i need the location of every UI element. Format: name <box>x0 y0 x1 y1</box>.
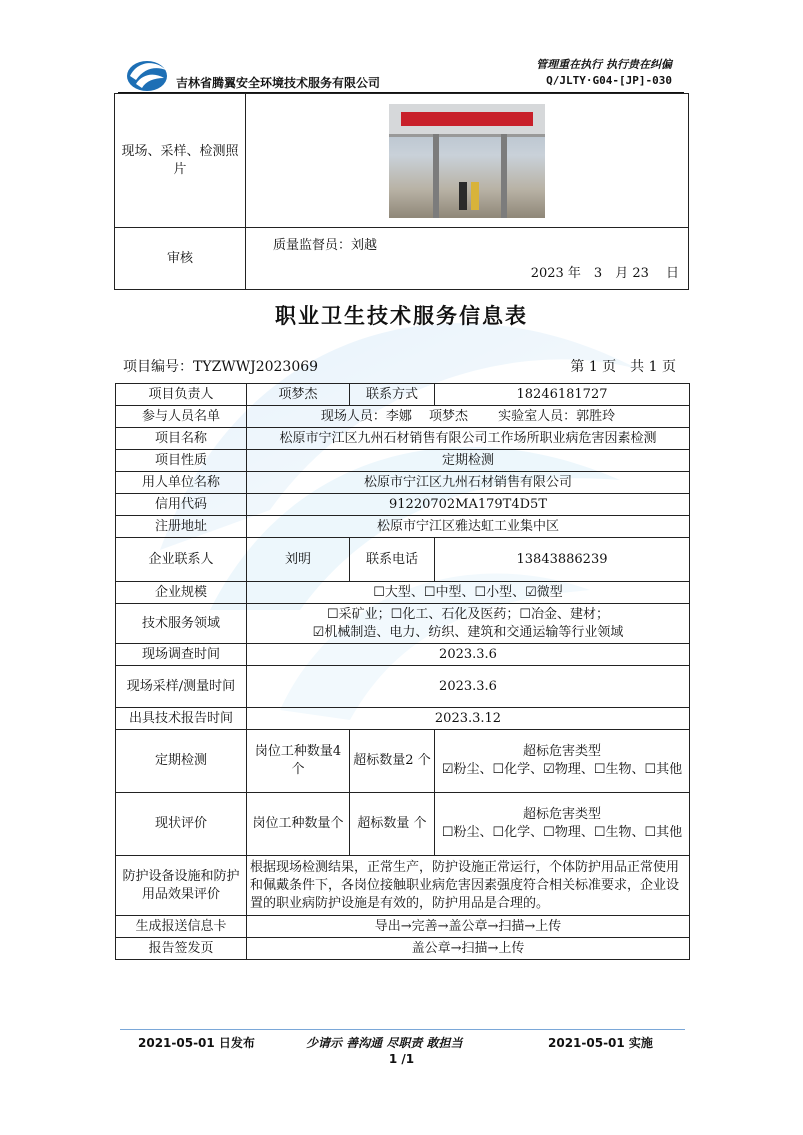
project-number: 项目编号：TYZWWJ2023069 <box>123 359 319 375</box>
status-label: 现状评价 <box>116 793 247 856</box>
nature-value: 定期检测 <box>247 450 690 472</box>
report-time-value: 2023.3.12 <box>247 708 690 730</box>
periodic-exceed: 超标数量2 个 <box>350 730 435 793</box>
status-types: ☐粉尘、☐化学、☐物理、☐生物、☐其他 <box>441 825 683 840</box>
info-table <box>115 383 690 960</box>
supervisor: 质量监督员：刘越 <box>273 237 378 253</box>
slogan: 管理重在执行 执行贵在纠偏 <box>536 58 672 71</box>
review-cell <box>246 228 689 290</box>
enterprise-contact-label: 企业联系人 <box>116 538 247 582</box>
enterprise-phone-label: 联系电话 <box>350 538 435 582</box>
footer-page: 1 /1 <box>388 1052 415 1066</box>
periodic-types-title: 超标危害类型 <box>522 744 601 759</box>
photo-label: 现场、采样、检测照片 <box>115 94 246 228</box>
address-value: 松原市宁江区雅达虹工业集中区 <box>247 516 690 538</box>
footer-motto: 少请示 善沟通 尽职责 敢担当 <box>306 1036 463 1050</box>
address-label: 注册地址 <box>116 516 247 538</box>
page-title: 职业卫生技术服务信息表 <box>275 304 528 328</box>
sampling-time-value: 2023.3.6 <box>247 666 690 708</box>
company-logo <box>124 54 170 94</box>
protect-text: 根据现场检测结果，正常生产，防护设施正常运行，个体防护用品正常使用和佩戴条件下，各岗位接触职业病危害因素强度符合相关标准要求，企业设置的职业病防护设施是有效的，防护用品是合理的。 <box>247 856 690 916</box>
page-info: 第 1 页 共 1 页 <box>570 359 676 375</box>
credit-label: 信用代码 <box>116 494 247 516</box>
periodic-posts: 岗位工种数量4 个 <box>247 730 350 793</box>
field-label: 技术服务领域 <box>116 604 247 644</box>
site-photo <box>389 104 545 218</box>
nature-label: 项目性质 <box>116 450 247 472</box>
report-time-label: 出具技术报告时间 <box>116 708 247 730</box>
company-name: 吉林省腾翼安全环境技术服务有限公司 <box>176 76 381 90</box>
enterprise-phone-value: 13843886239 <box>435 538 690 582</box>
scale-label: 企业规模 <box>116 582 247 604</box>
photo-review-table <box>114 93 689 290</box>
photo-cell <box>246 94 689 228</box>
sampling-time-label: 现场采样/测量时间 <box>116 666 247 708</box>
sign-label: 报告签发页 <box>116 938 247 960</box>
leader-value: 项梦杰 <box>247 384 350 406</box>
scale-value: ☐大型、☐中型、☐小型、☑微型 <box>247 582 690 604</box>
members-label: 参与人员名单 <box>116 406 247 428</box>
periodic-types: ☑粉尘、☐化学、☑物理、☐生物、☐其他 <box>441 762 683 777</box>
document-code: Q/JLTY·G04-[JP]-030 <box>546 74 672 87</box>
footer-divider <box>120 1029 685 1030</box>
review-label: 审核 <box>115 228 246 290</box>
periodic-types-cell <box>435 730 690 793</box>
project-name-value: 松原市宁江区九州石材销售有限公司工作场所职业病危害因素检测 <box>247 428 690 450</box>
card-label: 生成报送信息卡 <box>116 916 247 938</box>
project-name-label: 项目名称 <box>116 428 247 450</box>
credit-value: 91220702MA179T4D5T <box>247 494 690 516</box>
members-value: 现场人员：李娜 项梦杰 实验室人员：郭胜玲 <box>247 406 690 428</box>
footer-effective: 2021-05-01 实施 <box>548 1036 653 1050</box>
survey-time-label: 现场调查时间 <box>116 644 247 666</box>
employer-value: 松原市宁江区九州石材销售有限公司 <box>247 472 690 494</box>
status-exceed: 超标数量 个 <box>350 793 435 856</box>
enterprise-contact-value: 刘明 <box>247 538 350 582</box>
review-date: 2023 年 3 月 23 日 <box>530 265 679 281</box>
field-value <box>247 604 690 644</box>
field-line-2: ☑机械制造、电力、纺织、建筑和交通运输等行业领域 <box>312 624 624 640</box>
status-types-cell <box>435 793 690 856</box>
leader-label: 项目负责人 <box>116 384 247 406</box>
field-line-1: ☐采矿业；☐化工、石化及医药；☐冶金、建材； <box>327 606 609 622</box>
status-types-title: 超标危害类型 <box>522 807 601 822</box>
employer-label: 用人单位名称 <box>116 472 247 494</box>
footer-issued: 2021-05-01 日发布 <box>138 1036 255 1050</box>
card-flow: 导出→完善→盖公章→扫描→上传 <box>247 916 690 938</box>
survey-time-value: 2023.3.6 <box>247 644 690 666</box>
periodic-label: 定期检测 <box>116 730 247 793</box>
contact-method-label: 联系方式 <box>350 384 435 406</box>
protect-label: 防护设备设施和防护用品效果评价 <box>116 856 247 916</box>
status-posts: 岗位工种数量个 <box>247 793 350 856</box>
sign-flow: 盖公章→扫描→上传 <box>247 938 690 960</box>
contact-phone: 18246181727 <box>435 384 690 406</box>
